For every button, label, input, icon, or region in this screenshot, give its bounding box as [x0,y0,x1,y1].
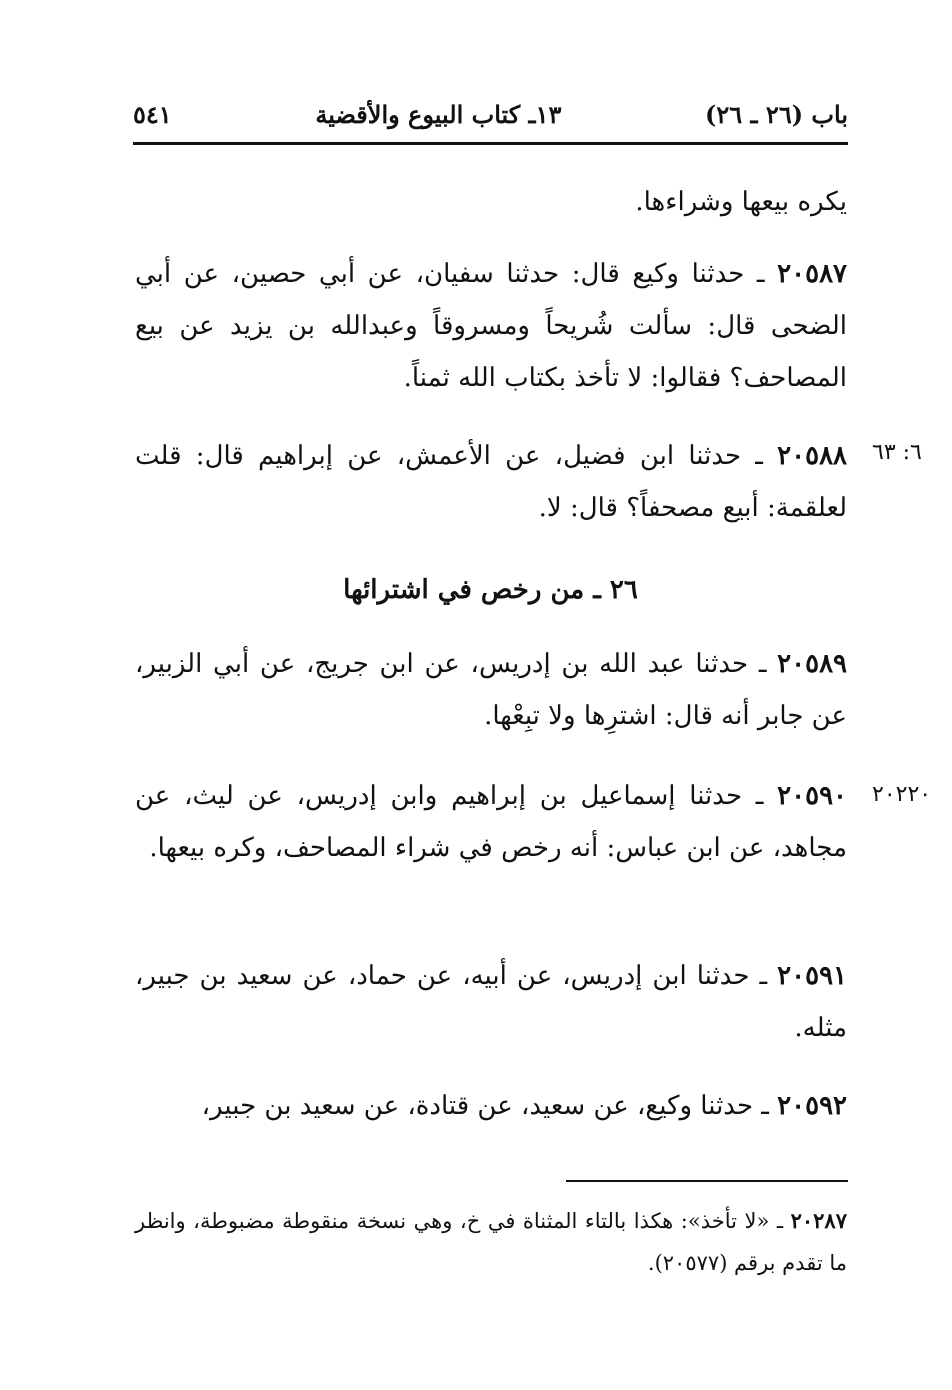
hadith-number: ٢٠٥٨٨ [777,441,847,471]
page-header [133,92,848,136]
hadith-number: ٢٠٥٩٠ [777,781,847,811]
footnote-number: ٢٠٢٨٧ [790,1208,847,1233]
footnote-text: ـ «لا تأخذ»: هكذا بالتاء المثناة في خ، وهي نسخة منقوطة مضبوطة، وانظر ما تقدم برقم (٢٠٥٧٧). [135,1209,847,1275]
footnote [135,1200,847,1284]
hadith-text: ـ حدثنا عبد الله بن إدريس، عن ابن جريج، عن أبي الزبير، عن جابر أنه قال: اشترِها ولا تبِعْها. [135,649,847,731]
margin-reference: ٢٠٢٢٠ [872,782,932,807]
header-divider [133,142,848,145]
hadith-20587 [135,248,847,404]
hadith-number: ٢٠٥٩١ [777,961,847,991]
margin-reference: ٦: ٦٣ [872,440,922,465]
hadith-20592 [135,1080,847,1132]
paragraph-continuation [135,176,847,228]
hadith-text: ـ حدثنا وكيع قال: حدثنا سفيان، عن أبي حصين، عن أبي الضحى قال: سألت شُريحاً ومسروقاً وعبدالله بن يزيد عن بيع المصاحف؟ فقالوا: لا تأخذ بكتاب الله ثمناً. [135,259,847,393]
hadith-20588 [135,430,847,534]
hadith-number: ٢٠٥٩٢ [777,1091,847,1121]
page-number: ٥٤١ [133,99,172,129]
hadith-text: ـ حدثنا إسماعيل بن إبراهيم وابن إدريس، عن ليث، عن مجاهد، عن ابن عباس: أنه رخص في شراء المصاحف، وكره بيعها. [135,781,847,863]
hadith-20589 [135,638,847,742]
hadith-text: ـ حدثنا وكيع، عن سعيد، عن قتادة، عن سعيد بن جبير، [201,1091,778,1121]
hadith-number: ٢٠٥٨٩ [777,649,847,679]
book-title: ١٣ـ كتاب البيوع والأقضية [315,99,562,129]
hadith-number: ٢٠٥٨٧ [777,259,847,289]
hadith-text: ـ حدثنا ابن فضيل، عن الأعمش، عن إبراهيم قال: قلت لعلقمة: أبيع مصحفاً؟ قال: لا. [135,441,847,523]
paragraph-text: يكره بيعها وشراءها. [635,187,847,217]
footnote-divider [566,1180,848,1182]
hadith-20590 [135,770,847,874]
section-heading: ٢٦ ـ من رخص في اشترائها [343,575,638,605]
chapter-range-label: باب (٢٦ ـ ٢٦) [705,99,848,129]
hadith-20591 [135,950,847,1054]
hadith-text: ـ حدثنا ابن إدريس، عن أبيه، عن حماد، عن سعيد بن جبير، مثله. [135,961,847,1043]
